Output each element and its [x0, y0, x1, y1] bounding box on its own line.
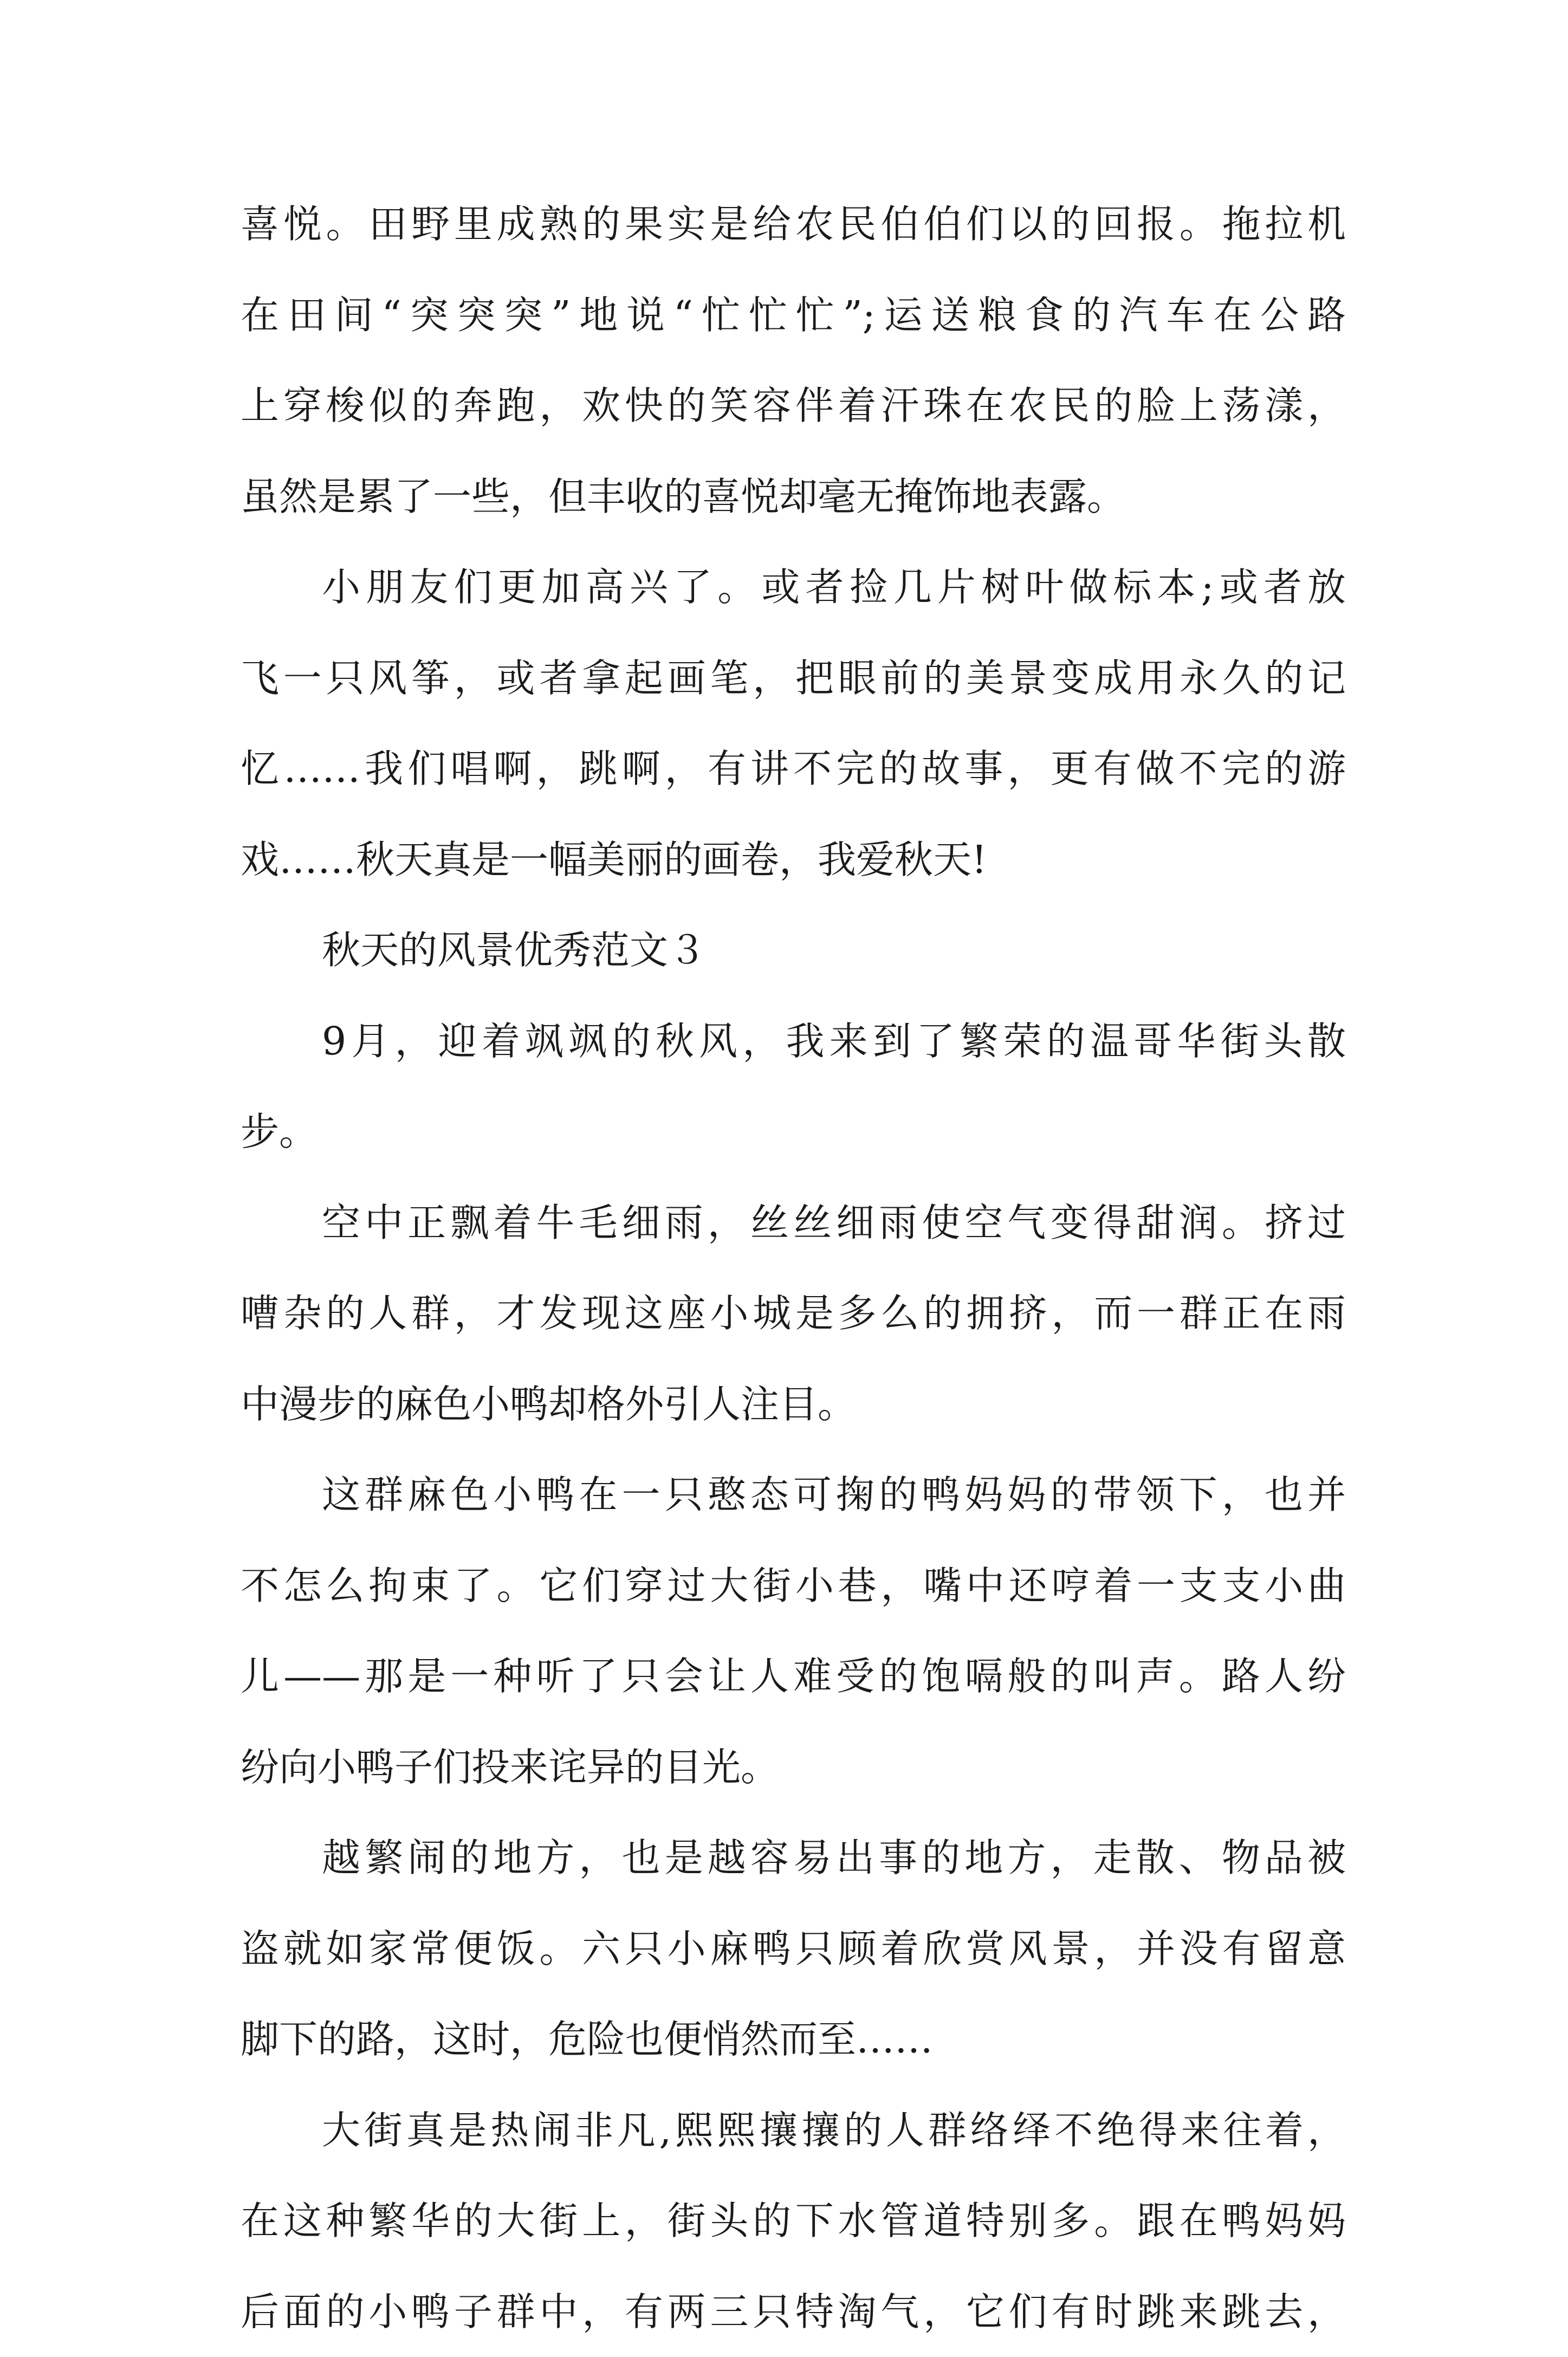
text-line: 中漫步的麻色小鸭却格外引人注目。	[241, 1359, 1346, 1450]
text-line: 小朋友们更加高兴了。或者捡几片树叶做标本;或者放	[241, 542, 1346, 633]
text-line: 上穿梭似的奔跑，欢快的笑容伴着汗珠在农民的脸上荡漾，	[241, 360, 1346, 451]
text-line: 后面的小鸭子群中，有两三只特淘气，它们有时跳来跳去，	[241, 2267, 1346, 2357]
text-line: 大街真是热闹非凡,熙熙攘攘的人群络绎不绝得来往着，	[241, 2085, 1346, 2176]
text-line: 越繁闹的地方，也是越容易出事的地方，走散、物品被	[241, 1812, 1346, 1903]
text-line: 虽然是累了一些，但丰收的喜悦却毫无掩饰地表露。	[241, 451, 1346, 542]
text-line: 在这种繁华的大街上，街头的下水管道特别多。跟在鸭妈妈	[241, 2175, 1346, 2267]
text-line: 纷向小鸭子们投来诧异的目光。	[241, 1722, 1346, 1813]
text-line: 喜悦。田野里成熟的果实是给农民伯伯们以的回报。拖拉机	[241, 179, 1346, 270]
text-line: 脚下的路，这时，危险也便悄然而至……	[241, 1994, 1346, 2085]
text-line: 戏……秋天真是一幅美丽的画卷，我爱秋天!	[241, 814, 1346, 905]
text-line: 忆……我们唱啊，跳啊，有讲不完的故事，更有做不完的游	[241, 723, 1346, 814]
text-line: 不怎么拘束了。它们穿过大街小巷，嘴中还哼着一支支小曲	[241, 1540, 1346, 1631]
text-line: 嘈杂的人群，才发现这座小城是多么的拥挤，而一群正在雨	[241, 1268, 1346, 1359]
text-line: 步。	[241, 1086, 1346, 1177]
section-title: 秋天的风景优秀范文３	[241, 905, 1346, 996]
text-line: 在田间“突突突”地说“忙忙忙”;运送粮食的汽车在公路	[241, 270, 1346, 361]
text-line: 空中正飘着牛毛细雨，丝丝细雨使空气变得甜润。挤过	[241, 1177, 1346, 1268]
text-line: 这群麻色小鸭在一只憨态可掬的鸭妈妈的带领下，也并	[241, 1449, 1346, 1540]
text-line: 儿——那是一种听了只会让人难受的饱嗝般的叫声。路人纷	[241, 1631, 1346, 1722]
text-line: 飞一只风筝，或者拿起画笔，把眼前的美景变成用永久的记	[241, 633, 1346, 724]
text-line: 9月，迎着飒飒的秋风，我来到了繁荣的温哥华街头散	[241, 996, 1346, 1087]
document-body	[241, 179, 1346, 2357]
text-line: 盗就如家常便饭。六只小麻鸭只顾着欣赏风景，并没有留意	[241, 1903, 1346, 1995]
